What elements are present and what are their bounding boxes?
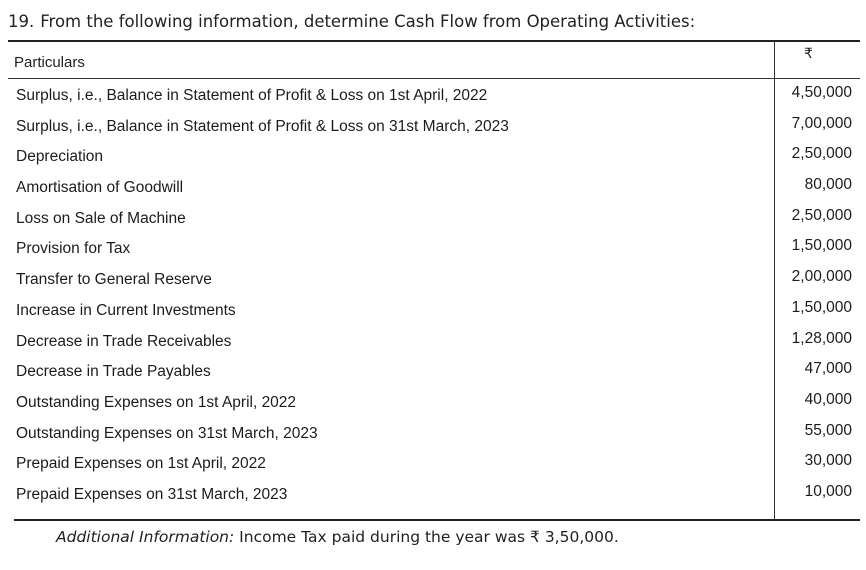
row-label: Provision for Tax	[16, 240, 131, 258]
row-amount: 55,000	[804, 421, 852, 439]
row-amount: 4,50,000	[791, 84, 852, 101]
table-row	[0, 82, 866, 113]
row-amount: 1,28,000	[791, 329, 852, 347]
row-amount: 30,000	[804, 452, 852, 470]
table-body	[0, 82, 866, 512]
row-label: Decrease in Trade Receivables	[16, 332, 232, 350]
row-label: Surplus, i.e., Balance in Statement of Profit & Loss on 1st April, 2022	[16, 87, 488, 104]
additional-information	[56, 528, 619, 546]
row-label: Transfer to General Reserve	[16, 271, 212, 289]
table-header-rule	[8, 78, 860, 79]
table-row	[0, 205, 866, 236]
table-row	[0, 481, 866, 512]
row-label: Loss on Sale of Machine	[16, 209, 186, 227]
table-row	[0, 450, 866, 481]
row-amount: 2,50,000	[791, 206, 852, 224]
additional-information-text: Income Tax paid during the year was ₹ 3,50,000.	[239, 528, 619, 546]
table-row	[0, 113, 866, 144]
table-top-rule	[8, 40, 860, 42]
row-label: Surplus, i.e., Balance in Statement of Profit & Loss on 31st March, 2023	[16, 117, 509, 135]
row-label: Amortisation of Goodwill	[16, 179, 184, 197]
row-amount: 40,000	[804, 390, 852, 408]
question-heading	[8, 12, 695, 31]
row-label: Depreciation	[16, 148, 104, 166]
row-amount: 7,00,000	[791, 114, 852, 132]
row-amount: 80,000	[804, 176, 852, 194]
table-row	[0, 266, 866, 297]
table-row	[0, 389, 866, 420]
table-bottom-rule	[14, 519, 860, 521]
row-label: Prepaid Expenses on 1st April, 2022	[16, 455, 266, 473]
table-row	[0, 328, 866, 359]
row-amount: 10,000	[804, 482, 852, 500]
row-label: Increase in Current Investments	[16, 301, 236, 319]
table-row	[0, 174, 866, 205]
row-label: Prepaid Expenses on 31st March, 2023	[16, 485, 288, 503]
row-amount: 47,000	[804, 360, 852, 378]
table-row	[0, 420, 866, 451]
row-amount: 1,50,000	[791, 298, 852, 316]
table-row	[0, 297, 866, 328]
column-header-currency: ₹	[804, 46, 813, 62]
question-number: 19.	[8, 12, 35, 31]
row-label: Decrease in Trade Payables	[16, 363, 211, 381]
row-amount: 2,50,000	[791, 145, 852, 163]
additional-information-lead: Additional Information:	[56, 528, 235, 546]
table-row	[0, 235, 866, 266]
row-amount: 1,50,000	[791, 237, 852, 255]
table-row	[0, 358, 866, 389]
row-amount: 2,00,000	[791, 268, 852, 286]
row-label: Outstanding Expenses on 31st March, 2023	[16, 424, 318, 442]
row-label: Outstanding Expenses on 1st April, 2022	[16, 393, 297, 411]
table-row	[0, 143, 866, 174]
question-text: From the following information, determine Cash Flow from Operating Activities:	[40, 12, 696, 31]
column-header-particulars: Particulars	[14, 54, 85, 71]
